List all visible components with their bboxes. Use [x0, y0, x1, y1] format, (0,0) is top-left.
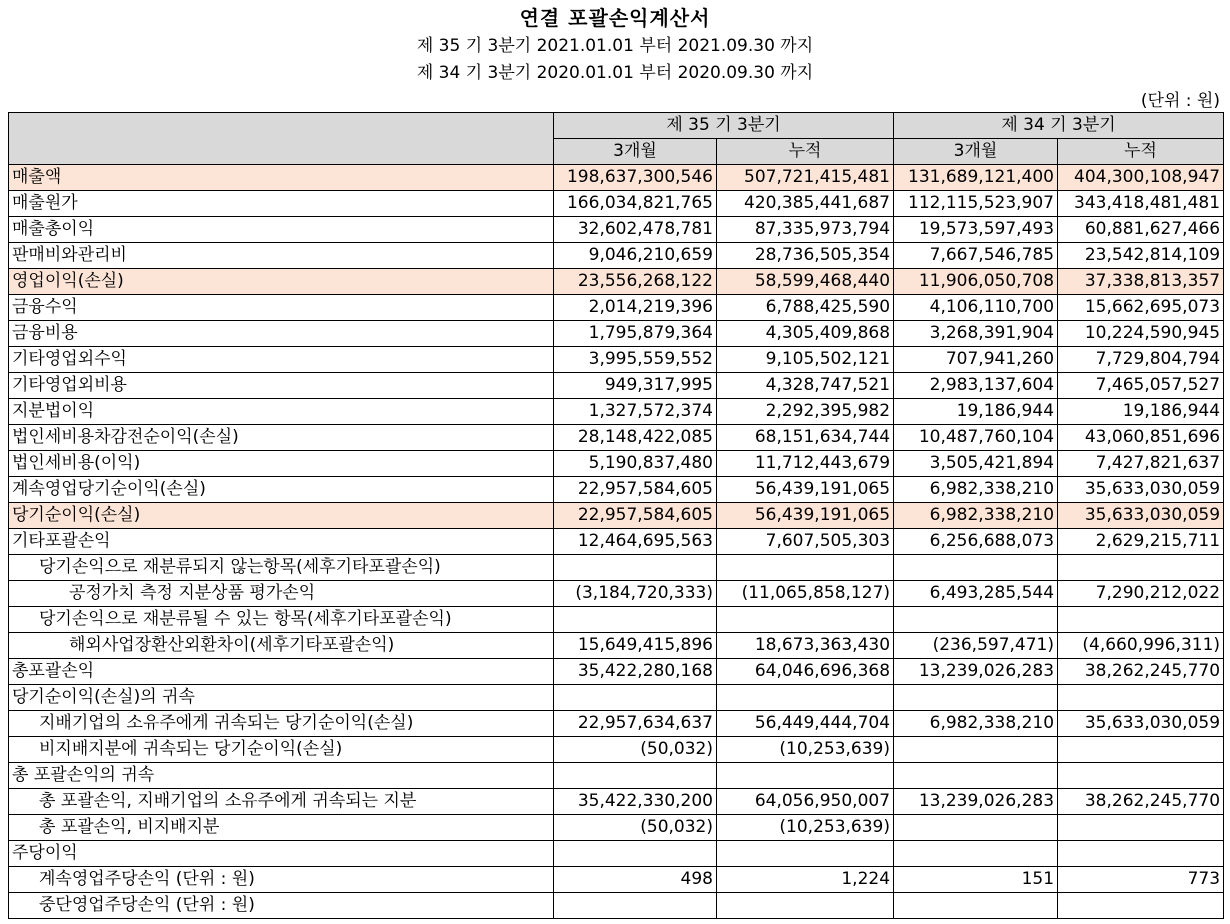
value-cell: 7,667,546,785	[894, 243, 1058, 269]
table-row	[9, 451, 1224, 477]
value-cell: 58,599,468,440	[717, 269, 894, 295]
row-label: 주당이익	[9, 841, 554, 867]
row-label: 총 포괄손익의 귀속	[9, 763, 554, 789]
value-cell	[1058, 815, 1224, 841]
header-col: 누적	[717, 139, 894, 165]
value-cell	[717, 607, 894, 633]
table-row	[9, 321, 1224, 347]
row-label: 금융수익	[9, 295, 554, 321]
table-row	[9, 659, 1224, 685]
value-cell: 56,449,444,704	[717, 711, 894, 737]
value-cell: 7,465,057,527	[1058, 373, 1224, 399]
value-cell: 3,505,421,894	[894, 451, 1058, 477]
table-row	[9, 607, 1224, 633]
unit-label: (단위 : 원)	[1140, 91, 1220, 111]
value-cell: 19,186,944	[1058, 399, 1224, 425]
value-cell	[1058, 737, 1224, 763]
value-cell	[894, 737, 1058, 763]
row-label: 기타영업외비용	[9, 373, 554, 399]
row-label: 법인세비용차감전순이익(손실)	[9, 425, 554, 451]
row-label: 당기순이익(손실)의 귀속	[9, 685, 554, 711]
row-label: 매출액	[9, 165, 554, 191]
value-cell	[1058, 893, 1224, 919]
value-cell	[1058, 841, 1224, 867]
value-cell	[717, 893, 894, 919]
table-row	[9, 581, 1224, 607]
table-row	[9, 711, 1224, 737]
row-label: 비지배지분에 귀속되는 당기순이익(손실)	[9, 737, 554, 763]
header-col: 3개월	[894, 139, 1058, 165]
value-cell: 6,256,688,073	[894, 529, 1058, 555]
value-cell: 23,556,268,122	[554, 269, 717, 295]
value-cell: 38,262,245,770	[1058, 789, 1224, 815]
value-cell: 498	[554, 867, 717, 893]
table-row	[9, 555, 1224, 581]
row-label: 공정가치 측정 지분상품 평가손익	[9, 581, 554, 607]
value-cell: 4,328,747,521	[717, 373, 894, 399]
value-cell: 10,224,590,945	[1058, 321, 1224, 347]
header-blank	[9, 113, 554, 165]
row-label: 계속영업주당손익 (단위 : 원)	[9, 867, 554, 893]
value-cell: 13,239,026,283	[894, 789, 1058, 815]
value-cell: 3,995,559,552	[554, 347, 717, 373]
value-cell: 198,637,300,546	[554, 165, 717, 191]
value-cell: 9,046,210,659	[554, 243, 717, 269]
value-cell: 32,602,478,781	[554, 217, 717, 243]
value-cell: (50,032)	[554, 737, 717, 763]
value-cell: (11,065,858,127)	[717, 581, 894, 607]
value-cell: 23,542,814,109	[1058, 243, 1224, 269]
value-cell: 949,317,995	[554, 373, 717, 399]
table-row	[9, 789, 1224, 815]
page-title: 연결 포괄손익계산서	[519, 6, 711, 30]
value-cell: 507,721,415,481	[717, 165, 894, 191]
value-cell: 28,736,505,354	[717, 243, 894, 269]
row-label: 법인세비용(이익)	[9, 451, 554, 477]
row-label: 중단영업주당손익 (단위 : 원)	[9, 893, 554, 919]
row-label: 매출총이익	[9, 217, 554, 243]
value-cell: 4,305,409,868	[717, 321, 894, 347]
value-cell: 773	[1058, 867, 1224, 893]
row-label: 총포괄손익	[9, 659, 554, 685]
value-cell: 2,292,395,982	[717, 399, 894, 425]
value-cell: 12,464,695,563	[554, 529, 717, 555]
value-cell: 22,957,634,637	[554, 711, 717, 737]
period-prior: 제 34 기 3분기 2020.01.01 부터 2020.09.30 까지	[416, 63, 814, 83]
table-row	[9, 815, 1224, 841]
value-cell: 56,439,191,065	[717, 477, 894, 503]
value-cell: 6,982,338,210	[894, 477, 1058, 503]
value-cell: 18,673,363,430	[717, 633, 894, 659]
value-cell	[894, 841, 1058, 867]
value-cell: 6,788,425,590	[717, 295, 894, 321]
value-cell: 28,148,422,085	[554, 425, 717, 451]
value-cell	[717, 555, 894, 581]
row-label: 금융비용	[9, 321, 554, 347]
row-label: 총 포괄손익, 비지배지분	[9, 815, 554, 841]
value-cell: 56,439,191,065	[717, 503, 894, 529]
table-row	[9, 373, 1224, 399]
value-cell	[554, 841, 717, 867]
row-label: 영업이익(손실)	[9, 269, 554, 295]
value-cell: 87,335,973,794	[717, 217, 894, 243]
value-cell: 3,268,391,904	[894, 321, 1058, 347]
value-cell	[894, 763, 1058, 789]
value-cell: 43,060,851,696	[1058, 425, 1224, 451]
value-cell: 10,487,760,104	[894, 425, 1058, 451]
table-row	[9, 503, 1224, 529]
value-cell: 19,186,944	[894, 399, 1058, 425]
table-row	[9, 399, 1224, 425]
row-label: 당기손익으로 재분류될 수 있는 항목(세후기타포괄손익)	[9, 607, 554, 633]
value-cell: 404,300,108,947	[1058, 165, 1224, 191]
value-cell	[1058, 763, 1224, 789]
income-statement-table	[8, 112, 1224, 919]
row-label: 당기손익으로 재분류되지 않는항목(세후기타포괄손익)	[9, 555, 554, 581]
value-cell	[554, 555, 717, 581]
value-cell	[717, 841, 894, 867]
row-label: 총 포괄손익, 지배기업의 소유주에게 귀속되는 지분	[9, 789, 554, 815]
value-cell	[1058, 685, 1224, 711]
value-cell: 420,385,441,687	[717, 191, 894, 217]
value-cell: (3,184,720,333)	[554, 581, 717, 607]
value-cell: (4,660,996,311)	[1058, 633, 1224, 659]
row-label: 판매비와관리비	[9, 243, 554, 269]
value-cell: 6,982,338,210	[894, 503, 1058, 529]
table-row	[9, 347, 1224, 373]
value-cell	[894, 607, 1058, 633]
table-row	[9, 165, 1224, 191]
value-cell: 22,957,584,605	[554, 503, 717, 529]
table-row	[9, 737, 1224, 763]
row-label: 매출원가	[9, 191, 554, 217]
value-cell: 35,633,030,059	[1058, 503, 1224, 529]
value-cell	[554, 685, 717, 711]
value-cell: 35,422,330,200	[554, 789, 717, 815]
header-group-current: 제 35 기 3분기	[554, 113, 894, 139]
table-row	[9, 633, 1224, 659]
value-cell: 7,607,505,303	[717, 529, 894, 555]
value-cell: 64,046,696,368	[717, 659, 894, 685]
value-cell: (236,597,471)	[894, 633, 1058, 659]
row-label: 지배기업의 소유주에게 귀속되는 당기순이익(손실)	[9, 711, 554, 737]
table-row	[9, 763, 1224, 789]
value-cell: (50,032)	[554, 815, 717, 841]
table-row	[9, 867, 1224, 893]
value-cell	[894, 815, 1058, 841]
period-current: 제 35 기 3분기 2021.01.01 부터 2021.09.30 까지	[416, 36, 814, 56]
value-cell	[717, 763, 894, 789]
table-row	[9, 841, 1224, 867]
value-cell: 22,957,584,605	[554, 477, 717, 503]
row-label: 해외사업장환산외환차이(세후기타포괄손익)	[9, 633, 554, 659]
table-row	[9, 243, 1224, 269]
row-label: 기타포괄손익	[9, 529, 554, 555]
table-row	[9, 295, 1224, 321]
value-cell: 9,105,502,121	[717, 347, 894, 373]
table-row	[9, 685, 1224, 711]
value-cell: (10,253,639)	[717, 737, 894, 763]
value-cell	[554, 607, 717, 633]
row-label: 계속영업당기순이익(손실)	[9, 477, 554, 503]
table-row	[9, 477, 1224, 503]
value-cell	[894, 893, 1058, 919]
value-cell: 166,034,821,765	[554, 191, 717, 217]
value-cell: 68,151,634,744	[717, 425, 894, 451]
value-cell: 1,327,572,374	[554, 399, 717, 425]
value-cell: 2,983,137,604	[894, 373, 1058, 399]
value-cell: 15,662,695,073	[1058, 295, 1224, 321]
table-row	[9, 893, 1224, 919]
value-cell	[894, 555, 1058, 581]
value-cell	[554, 893, 717, 919]
value-cell: 35,633,030,059	[1058, 711, 1224, 737]
value-cell: 64,056,950,007	[717, 789, 894, 815]
value-cell	[894, 685, 1058, 711]
table-row	[9, 425, 1224, 451]
value-cell: 35,422,280,168	[554, 659, 717, 685]
value-cell: 13,239,026,283	[894, 659, 1058, 685]
value-cell: 60,881,627,466	[1058, 217, 1224, 243]
value-cell: 151	[894, 867, 1058, 893]
value-cell: 7,729,804,794	[1058, 347, 1224, 373]
value-cell: 2,014,219,396	[554, 295, 717, 321]
value-cell: 2,629,215,711	[1058, 529, 1224, 555]
value-cell	[554, 763, 717, 789]
value-cell	[1058, 607, 1224, 633]
value-cell: 19,573,597,493	[894, 217, 1058, 243]
header-group-prior: 제 34 기 3분기	[894, 113, 1224, 139]
value-cell: 7,290,212,022	[1058, 581, 1224, 607]
value-cell: (10,253,639)	[717, 815, 894, 841]
value-cell: 11,906,050,708	[894, 269, 1058, 295]
value-cell	[1058, 555, 1224, 581]
value-cell: 35,633,030,059	[1058, 477, 1224, 503]
value-cell: 4,106,110,700	[894, 295, 1058, 321]
value-cell: 11,712,443,679	[717, 451, 894, 477]
table-row	[9, 191, 1224, 217]
value-cell: 112,115,523,907	[894, 191, 1058, 217]
table-row	[9, 529, 1224, 555]
value-cell: 5,190,837,480	[554, 451, 717, 477]
value-cell: 37,338,813,357	[1058, 269, 1224, 295]
value-cell: 6,982,338,210	[894, 711, 1058, 737]
table-row	[9, 269, 1224, 295]
value-cell: 1,224	[717, 867, 894, 893]
row-label: 기타영업외수익	[9, 347, 554, 373]
value-cell	[717, 685, 894, 711]
table-row	[9, 217, 1224, 243]
value-cell: 1,795,879,364	[554, 321, 717, 347]
row-label: 당기순이익(손실)	[9, 503, 554, 529]
row-label: 지분법이익	[9, 399, 554, 425]
header-col: 3개월	[554, 139, 717, 165]
value-cell: 15,649,415,896	[554, 633, 717, 659]
value-cell: 131,689,121,400	[894, 165, 1058, 191]
header-col: 누적	[1058, 139, 1224, 165]
value-cell: 6,493,285,544	[894, 581, 1058, 607]
value-cell: 7,427,821,637	[1058, 451, 1224, 477]
value-cell: 343,418,481,481	[1058, 191, 1224, 217]
value-cell: 707,941,260	[894, 347, 1058, 373]
value-cell: 38,262,245,770	[1058, 659, 1224, 685]
